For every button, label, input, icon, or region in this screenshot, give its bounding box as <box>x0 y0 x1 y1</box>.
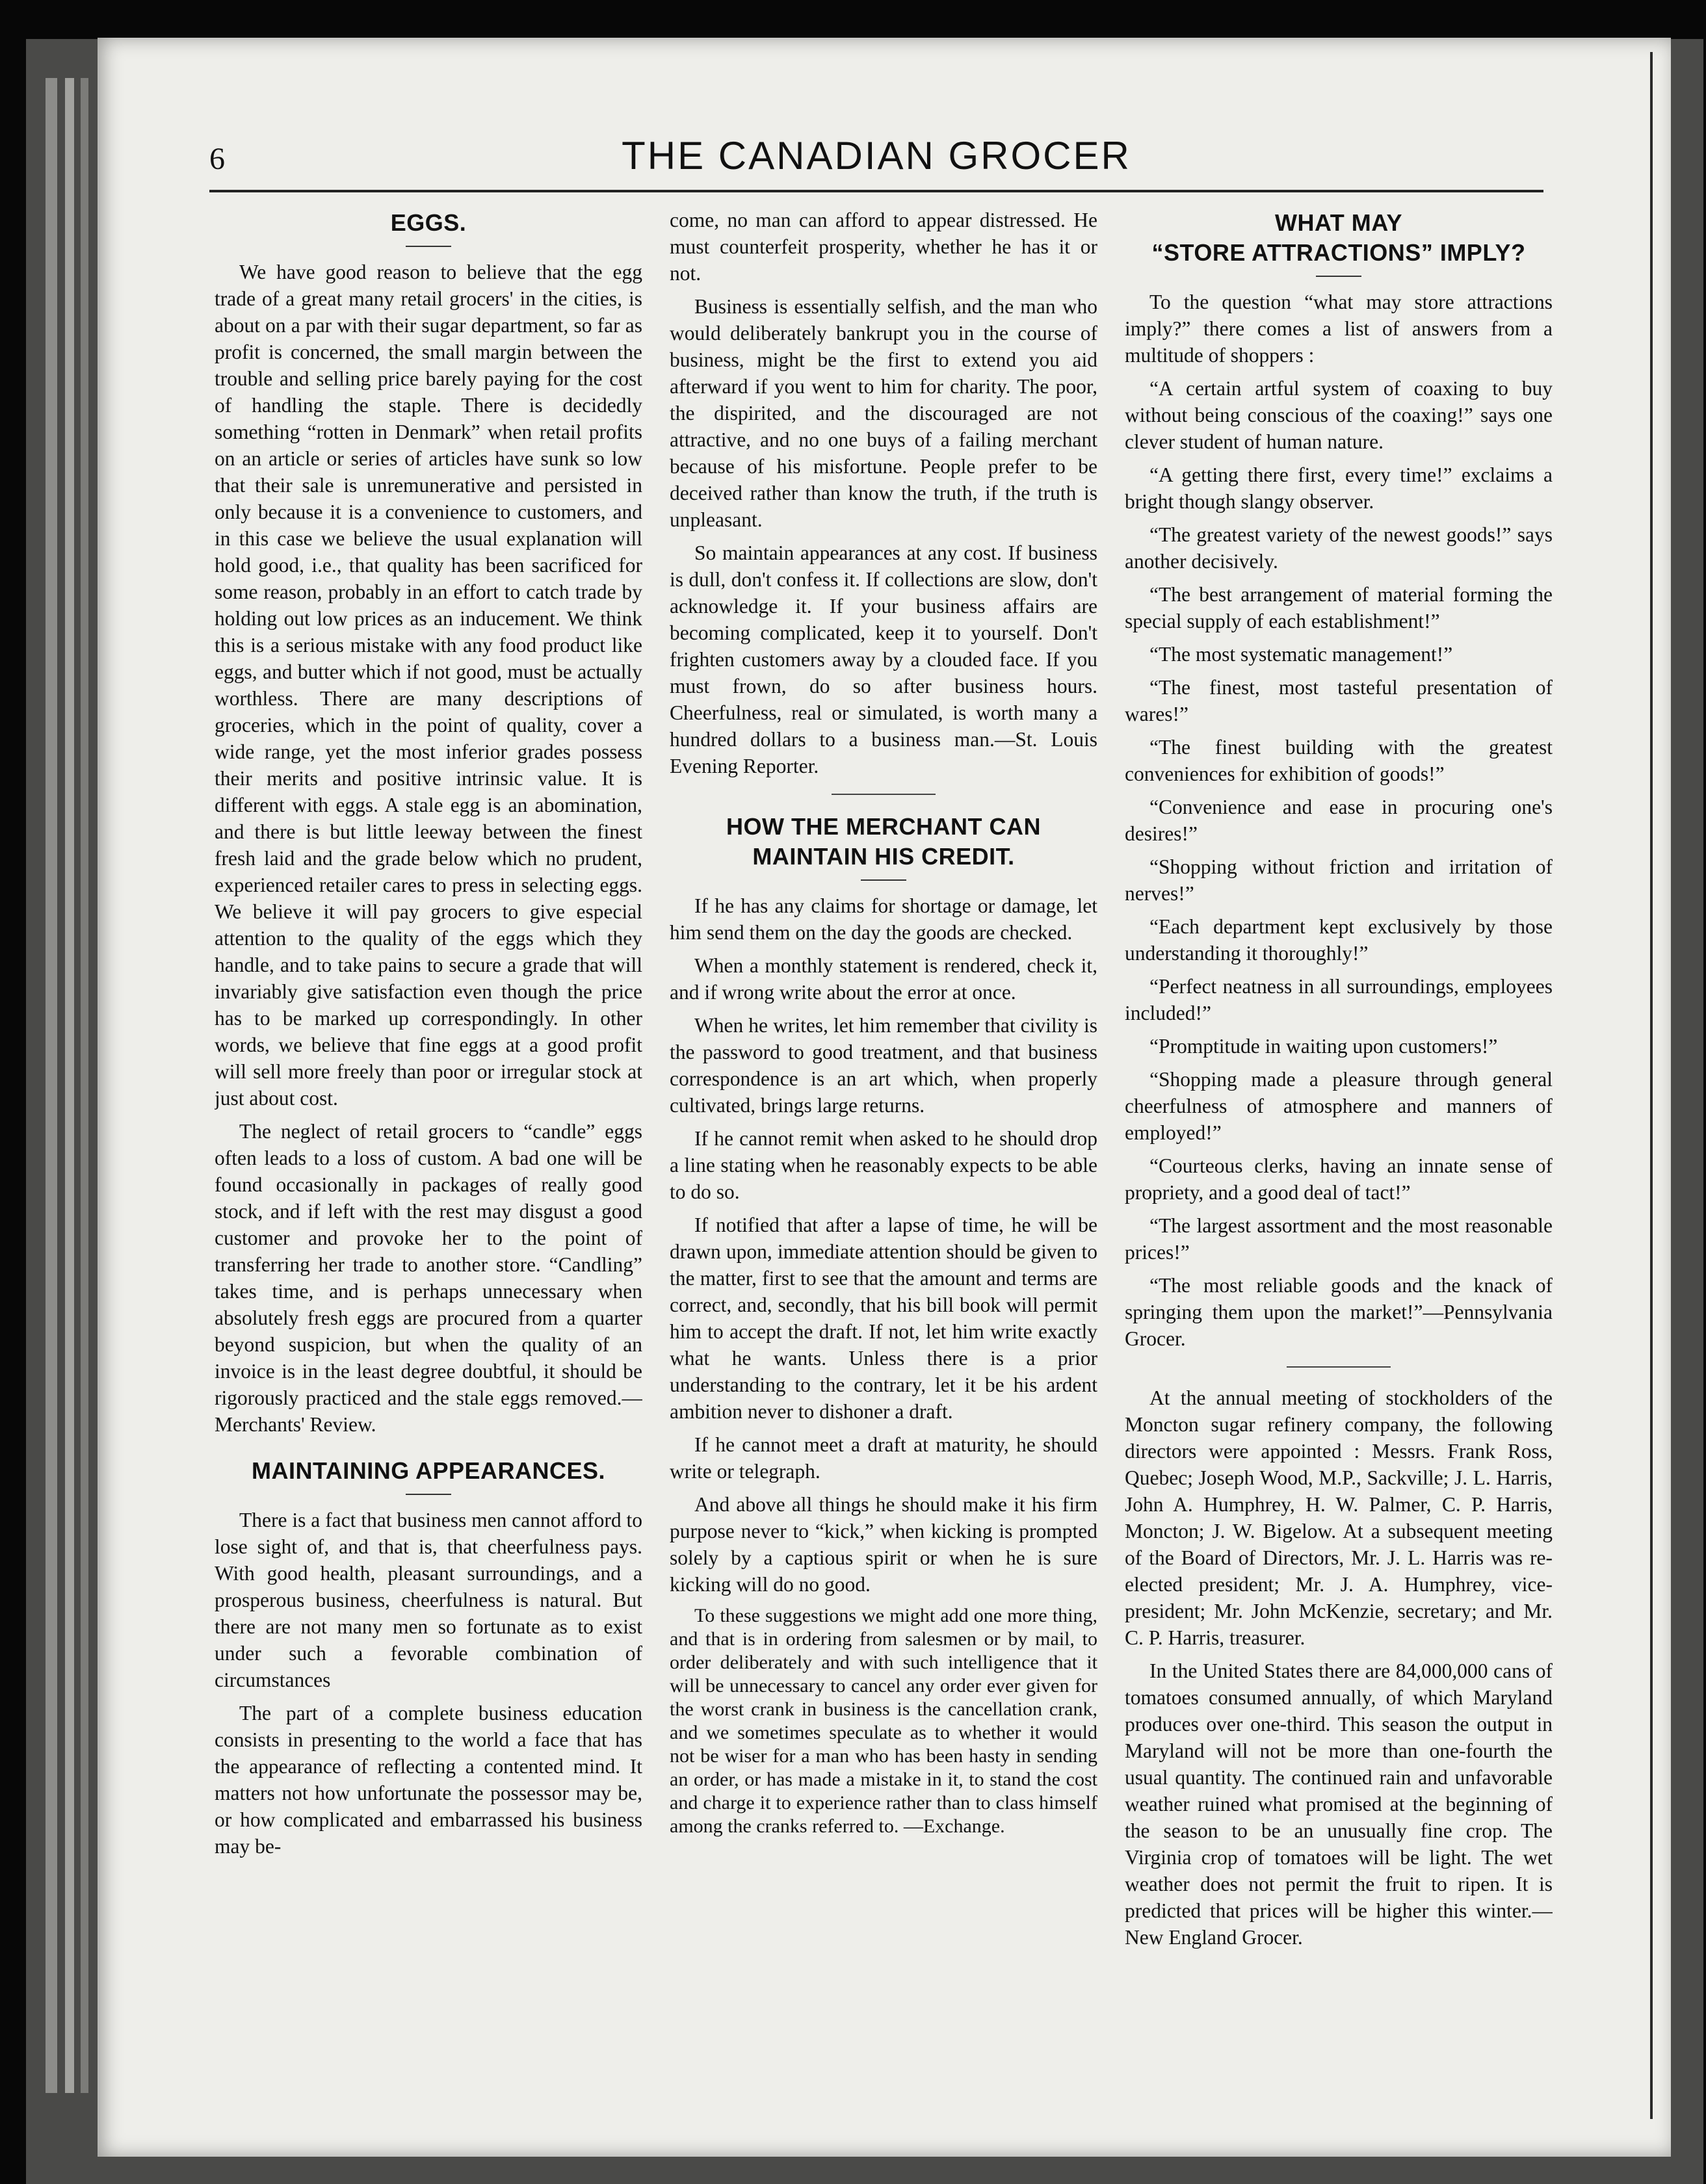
article-paragraph: “A certain artful system of coaxing to buy without being conscious of the coaxing!” says one clever student of human nature. <box>1125 377 1553 453</box>
article-paragraph: “Shopping without friction and irritation of nerves!” <box>1125 855 1553 905</box>
article-title-store-line2: “STORE ATTRACTIONS” IMPLY? <box>1151 239 1526 266</box>
article-paragraph: We have good reason to believe that the egg trade of a great many retail grocers' in the cities, is about on a par with their sugar department, so far as profit is concerned, the small margin between the trouble and selling price barely paying for the cost of handling the staple. There is decidedly something “rotten in Denmark” when retail profits on an article or series of articles have sunk so low that their sale is unremunerative and persisted in only because it is a convenience to customers, and in this case we believe the usual explanation will hold good, i.e., that quality has been sacrificed for some reason, probably in an effort to catch trade by holding out low prices as an inducement. We think this is a serious mistake with any food product like eggs, and butter which if not good, must be actually worthless. There are many descriptions of groceries, which in the point of quality, cover a wide range, yet the most inferior grades possess their merits and positive intrinsic value. It is different with eggs. A stale egg is an abomination, and there is but little leeway between the finest fresh laid and the grade below which no prudent, experienced retailer cares to press in selecting eggs. We believe it will pay grocers to give especial attention to the quality of the eggs which they handle, and to take pains to secure a grade that will invariably give satisfaction even though the price has to be marked up correspondingly. In other words, we believe that fine eggs at a good profit will sell more freely than poor or irregular stock at just about cost. <box>215 261 642 1110</box>
article-paragraph: “Convenience and ease in procuring one's desires!” <box>1125 796 1553 845</box>
article-paragraph: “A getting there first, every time!” exclaims a bright though slangy observer. <box>1125 463 1553 513</box>
column-middle <box>670 207 1097 2066</box>
article-paragraph: So maintain appearances at any cost. If business is dull, don't confess it. If collections are slow, don't acknowledge it. If your business affairs are becoming complicated, keep it to yourself. Don't frighten customers away by a clouded face. If you must frown, do so after business hours. Cheerfulness, real or simulated, is worth many a hundred dollars to a business man.—St. Louis Evening Reporter. <box>670 541 1097 777</box>
article-paragraph: To the question “what may store attractions imply?” there comes a list of answers from a multitude of shoppers : <box>1125 291 1553 367</box>
article-paragraph: If he has any claims for shortage or damage, let him send them on the day the goods are checked. <box>670 894 1097 944</box>
article-separator <box>832 794 936 795</box>
article-paragraph: The neglect of retail grocers to “candle” eggs often leads to a loss of custom. A bad one will be found occasionally in packages of really good stock, and if left with the rest may disgust a good customer and provoke her to the point of transferring her trade to another store. “Candling” takes time, and is perhaps unnecessary when absolutely fresh eggs are procured from a quarter beyond suspicion, but when the quality of an invoice is in the least degree doubtful, it should be rigorously practiced and the stale eggs removed.—Merchants' Review. <box>215 1120 642 1436</box>
article-paragraph: “The largest assortment and the most reasonable prices!” <box>1125 1214 1553 1264</box>
article-title-store-line1: WHAT MAY <box>1275 209 1402 236</box>
article-paragraph: And above all things he should make it his firm purpose never to “kick,” when kicking is prompted solely by a captious spirit or when he is sure kicking will do no good. <box>670 1493 1097 1596</box>
article-paragraph: To these suggestions we might add one more thing, and that is in ordering from salesmen or by mail, to order deliberately and with such intelligence that it will be unnecessary to cancel any order ever given for the worst crank in business is the cancellation crank, and we sometimes speculate as to whether it would not be wiser for a man who has been hasty in sending an order, or has made a mistake in it, to stand the cost and charge it to experience rather than to class himself among the cranks referred to. —Exchange. <box>670 1605 1097 1837</box>
article-paragraph: When a monthly statement is rendered, check it, and if wrong write about the error at once. <box>670 954 1097 1004</box>
page-number: 6 <box>209 142 225 176</box>
article-paragraph: “Courteous clerks, having an innate sense of propriety, and a good deal of tact!” <box>1125 1154 1553 1204</box>
article-paragraph: “The greatest variety of the newest goods!” says another decisively. <box>1125 523 1553 573</box>
article-paragraph: The part of a complete business education consists in presenting to the world a face that has the appearance of reflecting a contented mind. It matters not how unfortunate the possessor may be, or how complicated and embarrassed his business may be- <box>215 1702 642 1858</box>
title-dash <box>406 246 451 247</box>
article-title-eggs: EGGS. <box>390 209 467 236</box>
article-paragraph: “Promptitude in waiting upon customers!” <box>1149 1035 1498 1058</box>
article-paragraph: “The finest, most tasteful presentation of wares!” <box>1125 676 1553 725</box>
page-edge-strip <box>65 78 74 2093</box>
article-title-appearances: MAINTAINING APPEARANCES. <box>251 1457 606 1484</box>
article-paragraph: At the annual meeting of stockholders of the Moncton sugar refinery company, the following directors were appointed : Messrs. Frank Ross, Quebec; Joseph Wood, M.P., Sackville; J. L. Harris, John A. Humphrey, H. W. Palmer, C. P. Harris, Moncton; J. W. Bigelow. At a subsequent meeting of the Board of Directors, Mr. J. L. Harris was re-elected president; Mr. J. A. Humphrey, vice-president; Mr. John McKenzie, secretary; and Mr. C. P. Harris, treasurer. <box>1125 1386 1553 1649</box>
running-title: THE CANADIAN GROCER <box>622 134 1131 177</box>
binding-line <box>1650 52 1653 2119</box>
article-paragraph: If notified that after a lapse of time, he will be drawn upon, immediate attention should be given to the matter, first to see that the amount and terms are correct, and, secondly, that his bill book will permit him to accept the draft. If not, let him write exactly what he wants. Unless there is a prior understanding to the contrary, let it be his ardent ambition never to dishoner a draft. <box>670 1214 1097 1423</box>
article-paragraph: “Perfect neatness in all surroundings, employees included!” <box>1125 975 1553 1024</box>
article-paragraph: There is a fact that business men cannot afford to lose sight of, and that is, that cheerfulness pays. With good health, pleasant surroundings, and a prosperous business, cheerfulness is natural. But there are not many men so fortunate as to exist under such a fevorable combination of circumstances <box>215 1509 642 1691</box>
article-paragraph: “The finest building with the greatest conveniences for exhibition of goods!” <box>1125 736 1553 785</box>
article-title-credit: HOW THE MERCHANT CAN MAINTAIN HIS CREDIT. <box>726 813 1041 870</box>
page-edge-strip <box>46 78 57 2093</box>
article-paragraph: “The best arrangement of material forming the special supply of each establishment!” <box>1125 583 1553 632</box>
page-edge-strip <box>81 78 88 2093</box>
page-header <box>209 133 1543 192</box>
article-paragraph: When he writes, let him remember that civility is the password to good treatment, and that business correspondence is an art which, when properly cultivated, brings large returns. <box>670 1014 1097 1117</box>
header-rule <box>209 190 1543 192</box>
article-paragraph: “The most reliable goods and the knack of springing them upon the market!”—Pennsylvania Grocer. <box>1125 1274 1553 1350</box>
article-paragraph: come, no man can afford to appear distressed. He must counterfeit prosperity, whether he has it or not. <box>670 209 1097 285</box>
column-right <box>1125 207 1553 2066</box>
title-dash <box>861 879 906 881</box>
article-paragraph: “The most systematic management!” <box>1149 643 1453 666</box>
article-paragraph: “Each department kept exclusively by those understanding it thoroughly!” <box>1125 915 1553 965</box>
article-paragraph: If he cannot meet a draft at maturity, he should write or telegraph. <box>670 1433 1097 1483</box>
article-paragraph: In the United States there are 84,000,000 cans of tomatoes consumed annually, of which Maryland produces over one-third. This season the output in Maryland will not be more than one-fourth the usual quantity. The continued rain and unfavorable weather ruined what promised at the beginning of the season to be an unusually fine crop. The Virginia crop of tomatoes will be light. The wet weather does not permit the fruit to ripen. It is predicted that prices will be higher this winter.—New England Grocer. <box>1125 1659 1553 1949</box>
article-paragraph: “Shopping made a pleasure through general cheerfulness of atmosphere and manners of employed!” <box>1125 1068 1553 1144</box>
article-separator <box>1287 1366 1391 1368</box>
article-paragraph: Business is essentially selfish, and the man who would deliberately bankrupt you in the course of business, might be the first to extend you aid afterward if you went to him for charity. The poor, the dispirited, and the discouraged are not attractive, and no one buys of a failing merchant because of his misfortune. People prefer to be deceived rather than know the truth, if the truth is unpleasant. <box>670 295 1097 531</box>
article-paragraph: If he cannot remit when asked to he should drop a line stating when he reasonably expects to be able to do so. <box>670 1127 1097 1203</box>
title-dash <box>1316 276 1361 277</box>
column-left <box>215 207 642 2066</box>
title-dash <box>406 1494 451 1495</box>
